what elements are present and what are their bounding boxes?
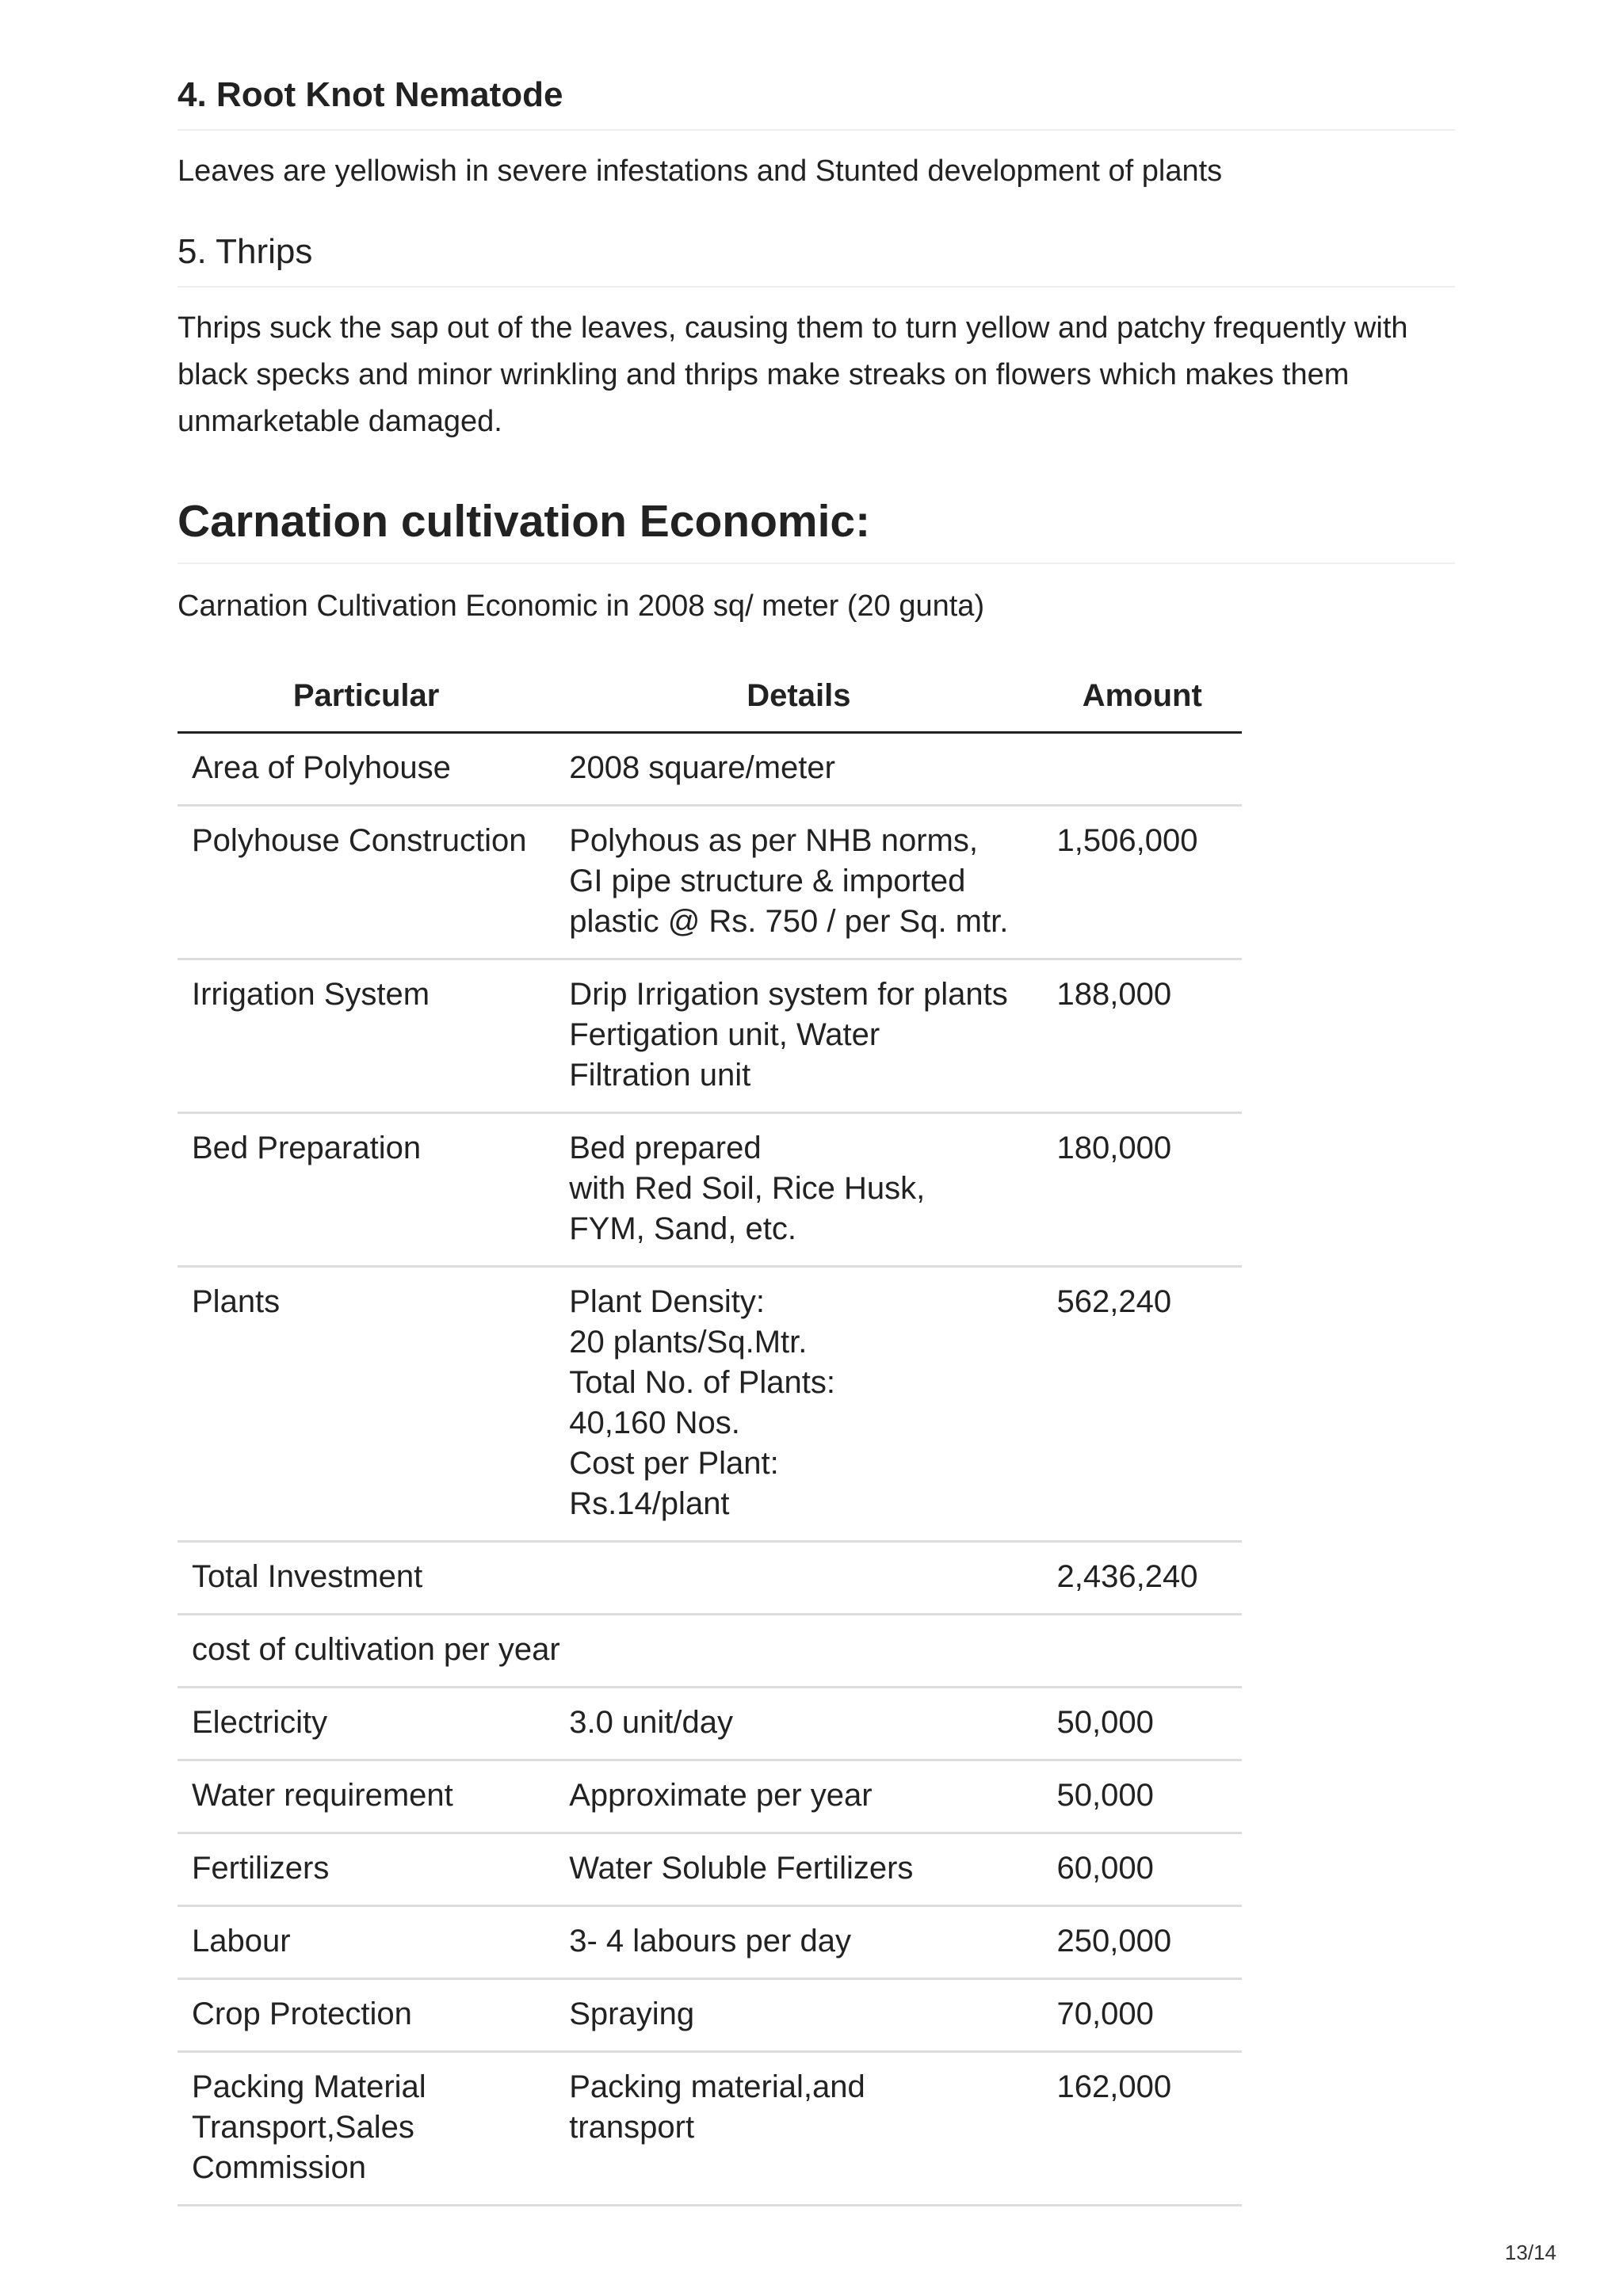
cell-details: Bed prepared with Red Soil, Rice Husk, FYM, Sand, etc. [555,1113,1042,1267]
table-row [178,959,1242,1113]
cell-particular: Area of Polyhouse [178,733,555,806]
cell-amount: 1,506,000 [1043,806,1242,959]
table-row [178,733,1242,806]
table-row [178,2052,1242,2206]
cell-particular: Labour [178,1906,555,1979]
cell-particular: Bed Preparation [178,1113,555,1267]
section-text-thrips: Thrips suck the sap out of the leaves, causing them to turn yellow and patchy frequently with black specks and minor wrinkling and thrips make streaks on flowers which makes them unmarketable damaged. [178,311,1408,438]
table-row [178,1833,1242,1906]
cell-amount: 60,000 [1043,1833,1242,1906]
table-row [178,1760,1242,1833]
cell-amount: 162,000 [1043,2052,1242,2206]
cell-amount: 180,000 [1043,1113,1242,1267]
cell-amount: 562,240 [1043,1267,1242,1542]
cell-amount: 188,000 [1043,959,1242,1113]
page-content [178,73,1455,2206]
cell-amount: 250,000 [1043,1906,1242,1979]
section-heading-thrips: 5. Thrips [178,230,1455,288]
cell-particular: Irrigation System [178,959,555,1113]
page-number: 13/14 [1504,2241,1556,2264]
cell-details: Packing material,and transport [555,2052,1042,2206]
cell-amount [1043,733,1242,806]
cell-amount: 50,000 [1043,1688,1242,1760]
cell-particular: Plants [178,1267,555,1542]
cell-particular: Crop Protection [178,1979,555,2052]
header-details: Details [555,663,1042,733]
cell-details: Plant Density: 20 plants/Sq.Mtr. Total No. of Plants: 40,160 Nos. Cost per Plant: Rs.14/plant [555,1267,1042,1542]
cell-particular: Electricity [178,1688,555,1760]
cell-details: 3- 4 labours per day [555,1906,1042,1979]
economics-heading: Carnation cultivation Economic: [178,494,1455,564]
table-row [178,1615,1242,1688]
cell-details: Approximate per year [555,1760,1042,1833]
table-row [178,1688,1242,1760]
cell-amount: 50,000 [1043,1760,1242,1833]
cell-particular: Fertilizers [178,1833,555,1906]
economics-intro: Carnation Cultivation Economic in 2008 sq/ meter (20 gunta) [178,589,985,624]
table-header-row [178,663,1242,733]
cell-amount: 70,000 [1043,1979,1242,2052]
cell-details: Water Soluble Fertilizers [555,1833,1042,1906]
cell-particular: Packing Material Transport,Sales Commission [178,2052,555,2206]
table-row [178,1267,1242,1542]
table-row [178,1542,1242,1615]
header-particular: Particular [178,663,555,733]
cell-details: Spraying [555,1979,1042,2052]
table-row [178,1906,1242,1979]
cell-details [555,1542,1042,1615]
table-row [178,1979,1242,2052]
cell-particular: Polyhouse Construction [178,806,555,959]
cell-particular: Water requirement [178,1760,555,1833]
section-text-root-knot-nematode: Leaves are yellowish in severe infestations and Stunted development of plants [178,154,1223,188]
table-row [178,806,1242,959]
cell-amount: 2,436,240 [1043,1542,1242,1615]
cell-details: Drip Irrigation system for plants Fertigation unit, Water Filtration unit [555,959,1042,1113]
header-amount: Amount [1043,663,1242,733]
economics-table [178,663,1242,2206]
table-row [178,1113,1242,1267]
cell-details: 2008 square/meter [555,733,1042,806]
cell-section-label: cost of cultivation per year [178,1615,1242,1688]
section-heading-root-knot-nematode: 4. Root Knot Nematode [178,73,1455,131]
cell-details: 3.0 unit/day [555,1688,1042,1760]
cell-details: Polyhous as per NHB norms, GI pipe structure & imported plastic @ Rs. 750 / per Sq. mtr. [555,806,1042,959]
cell-particular: Total Investment [178,1542,555,1615]
